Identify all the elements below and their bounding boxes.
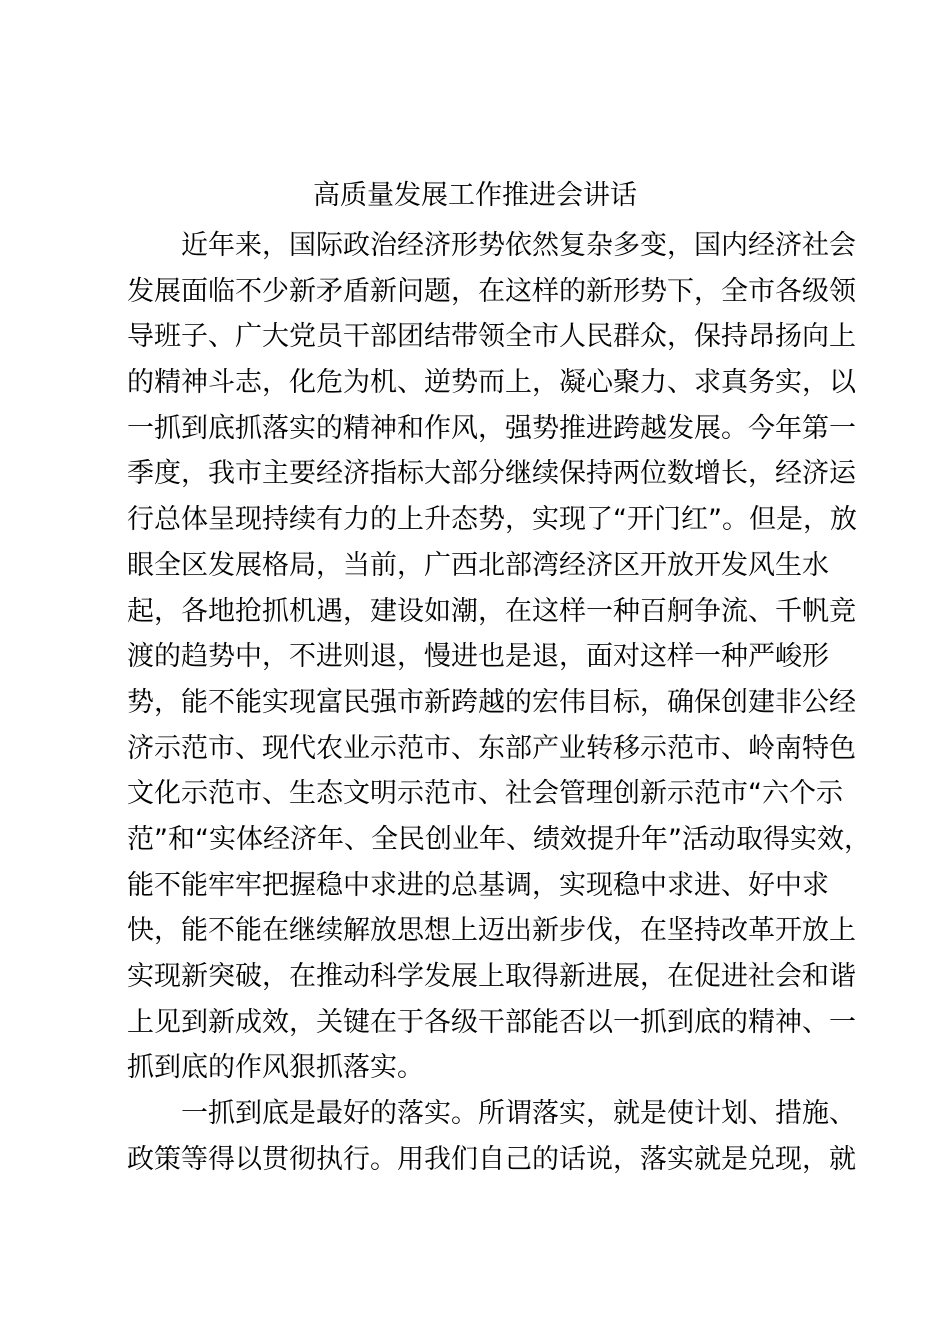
text-line: 上见到新成效，关键在于各级干部能否以一抓到底的精神、一 [127, 1006, 856, 1038]
text-line: 快，能不能在继续解放思想上迈出新步伐，在坚持改革开放上 [127, 915, 856, 947]
text-line: 势，能不能实现富民强市新跨越的宏伟目标，确保创建非公经 [127, 686, 856, 718]
paragraph-1 [127, 223, 871, 1091]
text-line: 发展面临不少新矛盾新问题，在这样的新形势下，全市各级领 [127, 275, 856, 307]
document-title: 高质量发展工作推进会讲话 [313, 180, 637, 211]
text-line: 近年来，国际政治经济形势依然复杂多变，国内经济社会 [181, 230, 856, 261]
text-line: 一抓到底抓落实的精神和作风，强势推进跨越发展。今年第一 [127, 412, 856, 444]
text-line: 行总体呈现持续有力的上升态势，实现了“开门红”。但是，放 [127, 504, 857, 536]
text-line: 眼全区发展格局，当前，广西北部湾经济区开放开发风生水 [127, 549, 829, 581]
text-line: 能不能牢牢把握稳中求进的总基调，实现稳中求进、好中求 [127, 869, 829, 901]
text-line: 导班子、广大党员干部团结带领全市人民群众，保持昂扬向上 [127, 321, 856, 353]
text-line: 一抓到底是最好的落实。所谓落实，就是使计划、措施、 [181, 1098, 856, 1130]
text-line: 抓到底的作风狠抓落实。 [127, 1052, 424, 1084]
paragraph-2 [127, 1091, 856, 1182]
text-line: 实现新突破，在推动科学发展上取得新进展，在促进社会和谐 [127, 961, 856, 992]
text-line: 政策等得以贯彻执行。用我们自己的话说，落实就是兑现，就 [127, 1143, 856, 1175]
text-line: 范”和“实体经济年、全民创业年、绩效提升年”活动取得实效， [127, 823, 871, 855]
text-line: 季度，我市主要经济指标大部分继续保持两位数增长，经济运 [127, 458, 856, 490]
text-line: 起，各地抢抓机遇，建设如潮，在这样一种百舸争流、千帆竞 [127, 595, 856, 627]
text-line: 的精神斗志，化危为机、逆势而上，凝心聚力、求真务实，以 [127, 367, 856, 399]
text-line: 渡的趋势中，不进则退，慢进也是退，面对这样一种严峻形 [127, 641, 829, 673]
text-line: 济示范市、现代农业示范市、东部产业转移示范市、岭南特色 [127, 732, 856, 764]
text-line: 文化示范市、生态文明示范市、社会管理创新示范市“六个示 [127, 778, 843, 810]
document-body [127, 223, 871, 1182]
